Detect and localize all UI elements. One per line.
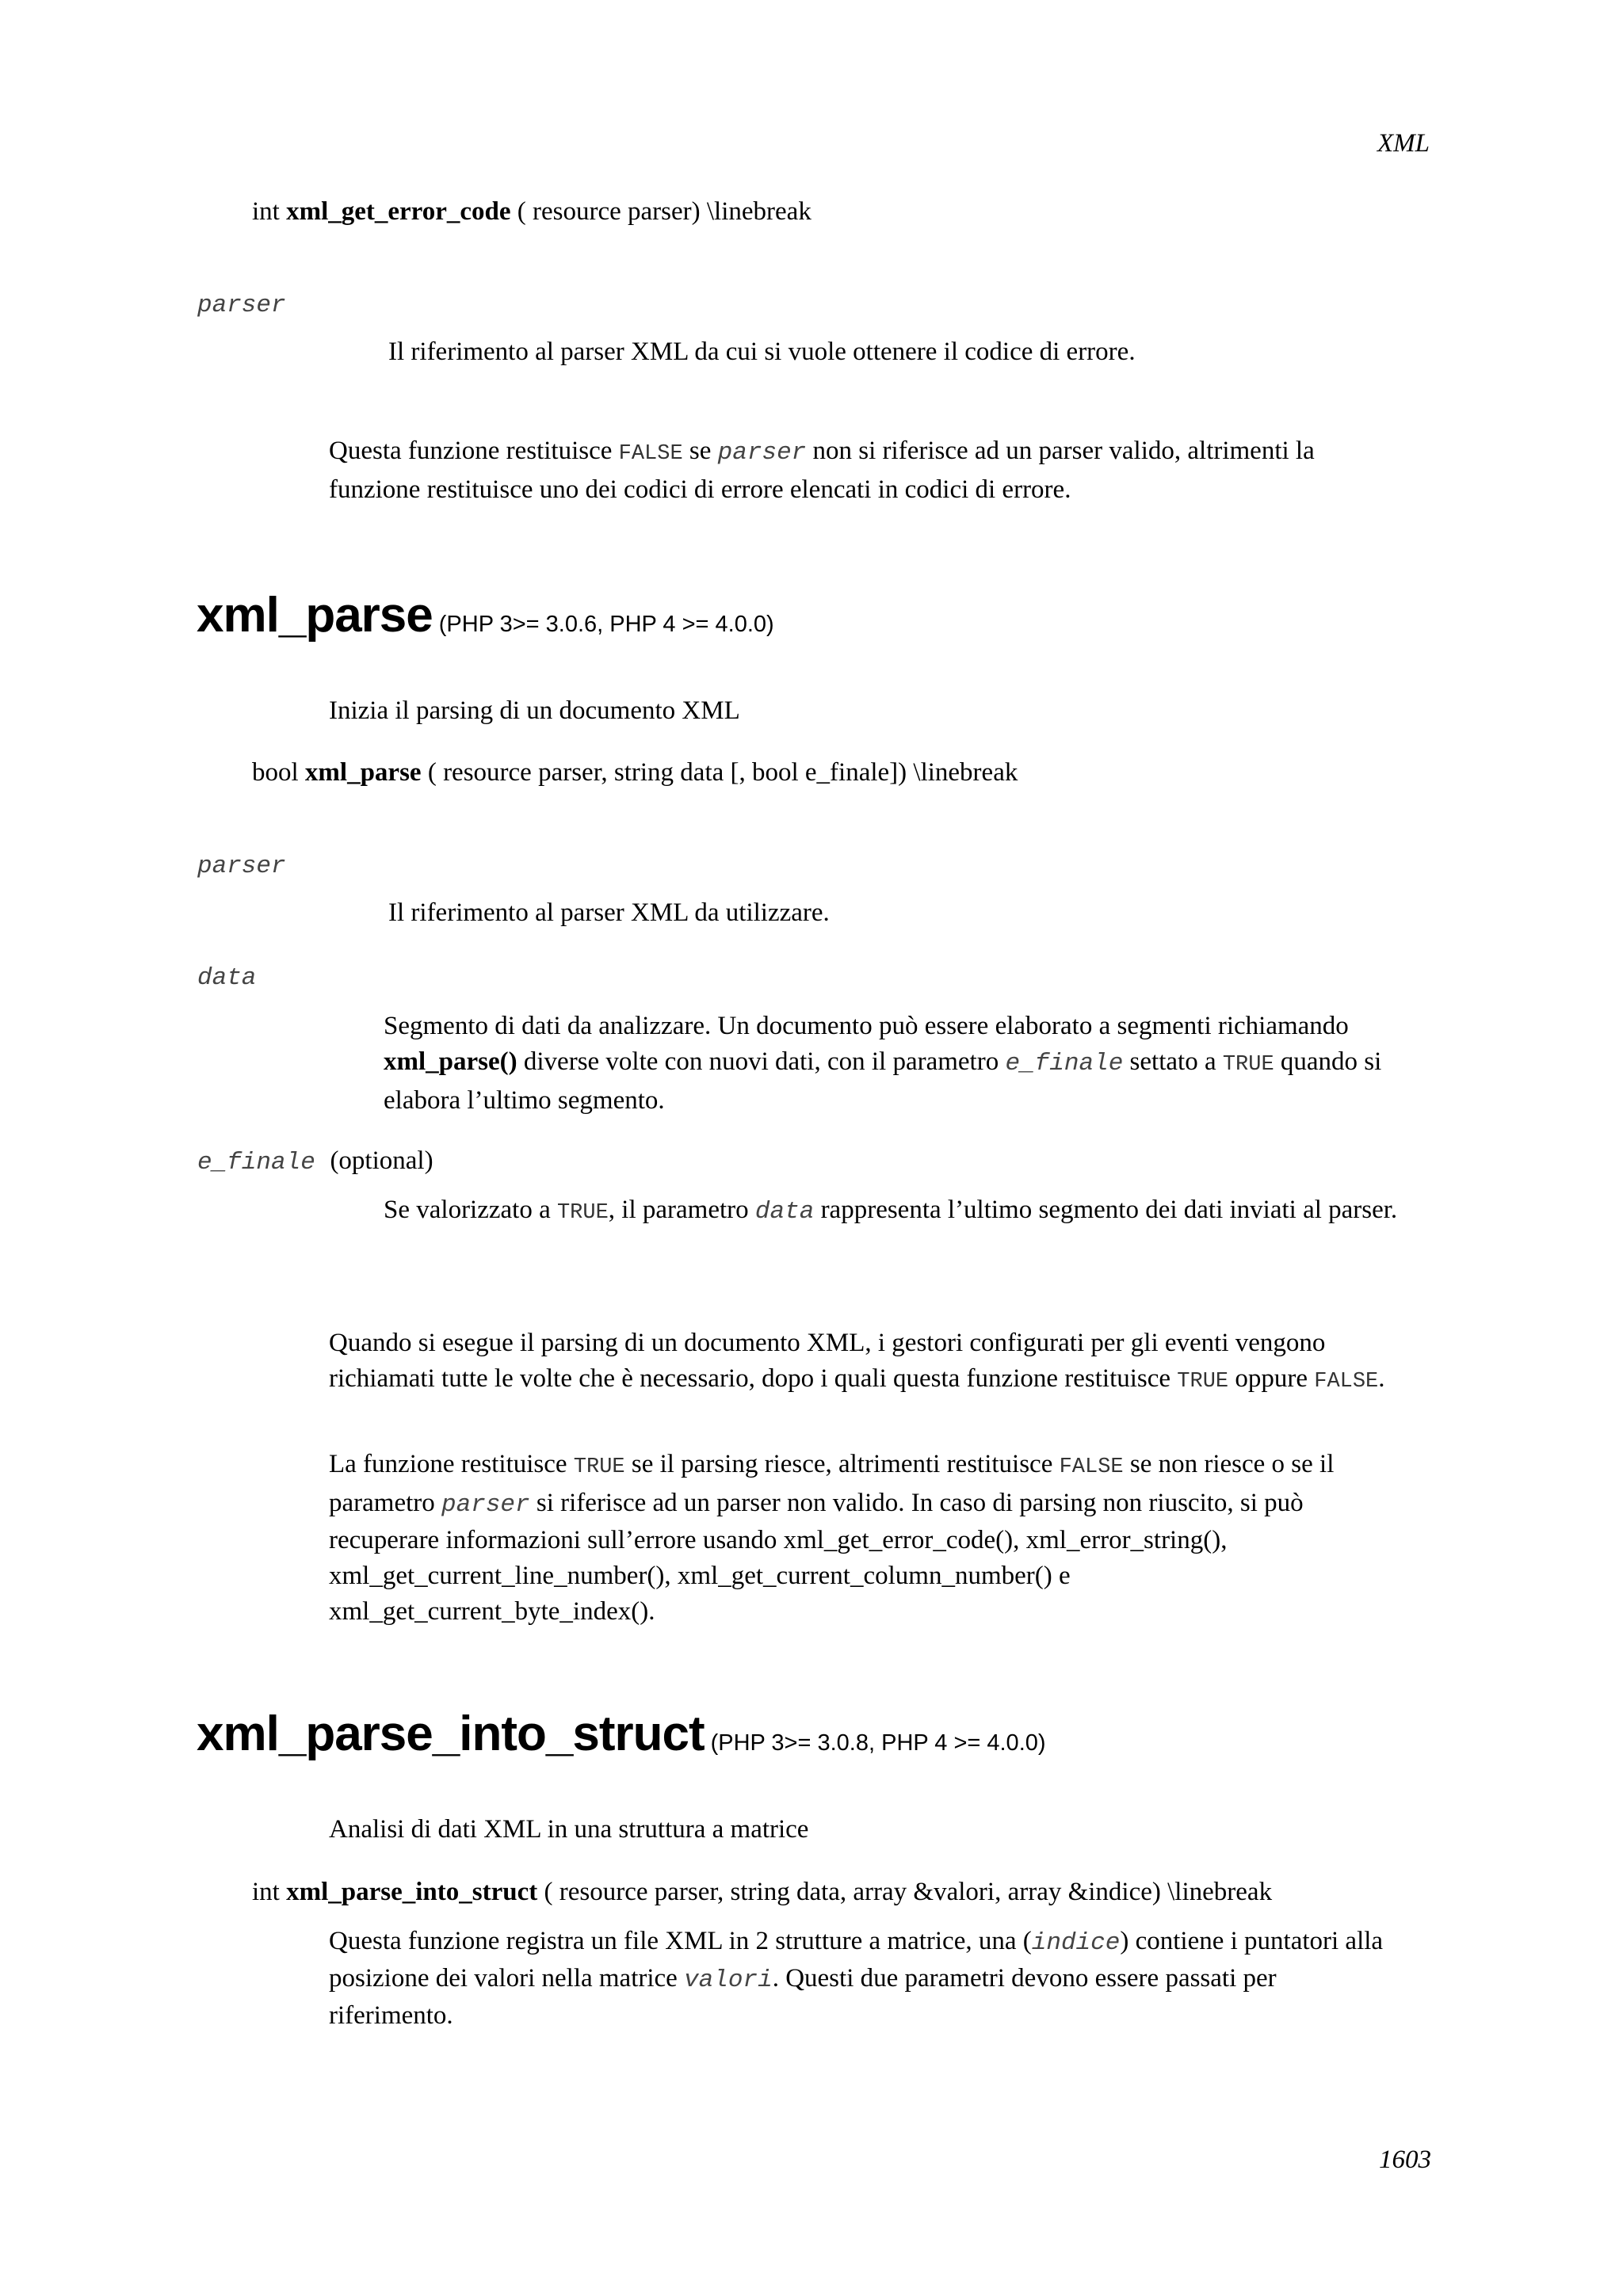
constant-true: TRUE [573, 1455, 625, 1479]
section-title-text: xml_parse_into_struct [197, 1707, 705, 1761]
section-purpose: Inizia il parsing di un documento XML [329, 696, 740, 725]
function-params: ( resource parser) \linebreak [517, 197, 812, 226]
page-number: 1603 [1379, 2145, 1431, 2174]
function-params: ( resource parser, string data, array &valori, array &indice) \linebreak [544, 1878, 1273, 1906]
constant-false: FALSE [1314, 1370, 1379, 1394]
constant-true: TRUE [556, 1201, 609, 1225]
function-ref-xml-parse: xml_parse() [384, 1047, 517, 1076]
section-title-xml-parse [197, 587, 774, 643]
return-type: int [252, 197, 280, 226]
section-title-text: xml_parse [197, 588, 433, 643]
return-type: bool [252, 758, 299, 787]
constant-false: FALSE [1059, 1455, 1124, 1479]
param-desc-e-finale: Se valorizzato a TRUE, il parametro data rappresenta l’ultimo segmento dei dati inviati al parser. [384, 1196, 1398, 1226]
param-ref-parser: parser [441, 1491, 530, 1519]
param-name-parser: parser [197, 292, 286, 319]
description-paragraph-into-struct: Questa funzione registra un file XML in 2 strutture a matrice, una (indice) contiene i puntatori alla posizione dei valori nella matrice valori. Questi due parametri devono essere passati per riferimento. [329, 1927, 1384, 2030]
param-desc-data: Segmento di dati da analizzare. Un documento può essere elaborato a segmenti richiamando xml_parse() diverse volte con nuovi dati, con il parametro e_finale settato a TRUE quando si elabora l’ultimo segmento. [384, 1012, 1382, 1115]
param-name-data: data [197, 964, 257, 992]
function-name: xml_parse [304, 758, 422, 787]
param-ref-parser: parser [717, 439, 807, 467]
function-name: xml_get_error_code [286, 197, 511, 226]
param-ref-e-finale: e_finale [1005, 1050, 1124, 1077]
description-paragraph-2: La funzione restituisce TRUE se il parsing riesce, altrimenti restituisce FALSE se non riesce o se il parametro parser si riferisce ad un parser non valido. In caso di parsing non riuscito, si può recuperare informazioni sull’errore usando xml_get_error_code(), xml_error_string(), xml_get_current_line_number(), xml_get_current_column_number() e xml_get_current_byte_index(). [329, 1450, 1335, 1626]
param-name-parser: parser [197, 852, 286, 880]
optional-label: (optional) [330, 1146, 433, 1175]
constant-true: TRUE [1222, 1053, 1274, 1077]
param-desc-parser: Il riferimento al parser XML da utilizzare. [388, 898, 830, 927]
section-title-xml-parse-into-struct [197, 1706, 1046, 1762]
description-paragraph-1: Quando si esegue il parsing di un documento XML, i gestori configurati per gli eventi vengono richiamati tutte le volte che è necessario, dopo i quali questa funzione restituisce TRUE oppure FALSE. [329, 1329, 1385, 1394]
param-ref-valori: valori [684, 1966, 773, 1994]
param-name-e-finale: e_finale (optional) [197, 1146, 433, 1177]
function-synopsis-xml-parse-into-struct [252, 1878, 1272, 1907]
section-purpose: Analisi di dati XML in una struttura a matrice [329, 1815, 809, 1844]
constant-false: FALSE [618, 442, 683, 466]
function-name: xml_parse_into_struct [286, 1878, 538, 1906]
return-type: int [252, 1878, 280, 1906]
function-params: ( resource parser, string data [, bool e_finale]) \linebreak [427, 758, 1018, 787]
function-synopsis-error-code [252, 197, 812, 227]
return-value-paragraph: Questa funzione restituisce FALSE se parser non si riferisce ad un parser valido, altrimenti la funzione restituisce uno dei codici di errore elencati in codici di errore. [329, 437, 1315, 504]
section-version: (PHP 3>= 3.0.8, PHP 4 >= 4.0.0) [710, 1730, 1046, 1756]
running-header: XML [1377, 129, 1430, 158]
section-version: (PHP 3>= 3.0.6, PHP 4 >= 4.0.0) [438, 612, 774, 637]
param-desc-parser: Il riferimento al parser XML da cui si vuole ottenere il codice di errore. [388, 338, 1136, 366]
function-synopsis-xml-parse [252, 758, 1018, 788]
param-ref-data: data [754, 1198, 815, 1226]
constant-true: TRUE [1177, 1370, 1229, 1394]
param-ref-indice: indice [1031, 1929, 1121, 1957]
